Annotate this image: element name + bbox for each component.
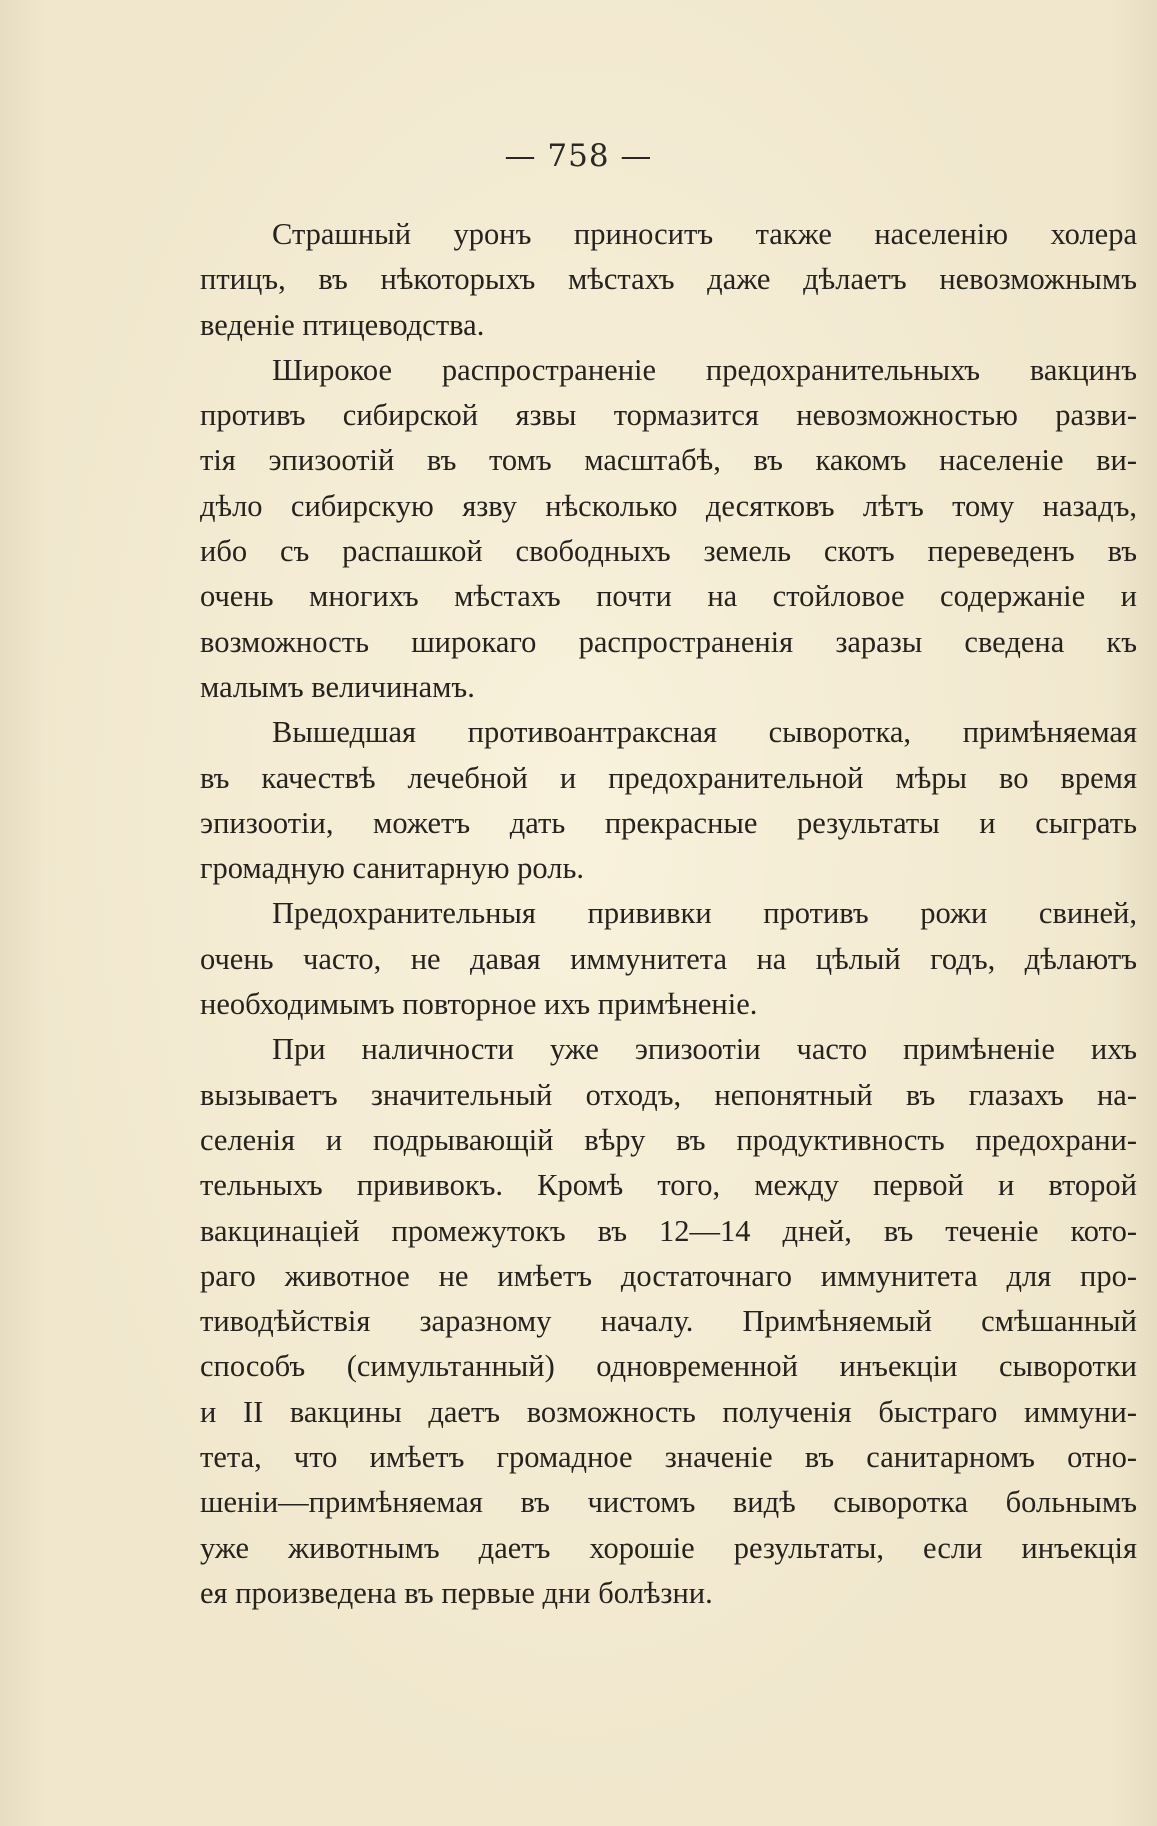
- text-line: Страшный уронъ приноситъ также населенію холера: [272, 217, 1137, 251]
- paragraph-2: [200, 348, 1137, 710]
- text-line: селенія и подрывающій вѣру въ продуктивность предохрани-: [200, 1122, 1137, 1157]
- text-line: раго животное не имѣетъ достаточнаго иммунитета для про-: [200, 1258, 1137, 1293]
- text-line: ея произведена въ первые дни болѣзни.: [200, 1575, 713, 1610]
- text-line: Предохранительныя прививки противъ рожи свиней,: [272, 896, 1137, 931]
- text-line: дѣло сибирскую язву нѣсколько десятковъ лѣтъ тому назадъ,: [200, 488, 1137, 523]
- paragraph-3: [200, 710, 1137, 891]
- paragraph-1: [200, 212, 1137, 348]
- text-line: вызываетъ значительный отходъ, непонятный въ глазахъ на-: [200, 1077, 1137, 1112]
- text-line: веденіе птицеводства.: [200, 307, 485, 342]
- text-line: и II вакцины даетъ возможность полученія быстраго иммуни-: [200, 1394, 1137, 1429]
- text-line: въ качествѣ лечебной и предохранительной мѣры во время: [200, 760, 1137, 795]
- text-line: малымъ величинамъ.: [200, 669, 475, 704]
- text-line: возможность широкаго распространенія заразы сведена къ: [200, 624, 1137, 659]
- text-line: очень многихъ мѣстахъ почти на стойловое содержаніе и: [200, 579, 1137, 614]
- text-line: ибо съ распашкой свободныхъ земель скотъ переведенъ въ: [200, 534, 1137, 569]
- text-line: громадную санитарную роль.: [200, 851, 584, 886]
- text-line: Широкое распространеніе предохранительныхъ вакцинъ: [272, 352, 1137, 387]
- text-line: тія эпизоотій въ томъ масштабѣ, въ какомъ населеніе ви-: [200, 443, 1137, 478]
- text-line: эпизоотіи, можетъ дать прекрасные результаты и сыграть: [200, 805, 1137, 840]
- paragraph-5: [200, 1027, 1137, 1616]
- page-number: — 758 —: [504, 138, 653, 174]
- text-line: необходимымъ повторное ихъ примѣненіе.: [200, 987, 758, 1022]
- text-line: способъ (симультанный) одновременной инъекціи сыворотки: [200, 1349, 1137, 1384]
- text-line: При наличности уже эпизоотіи часто примѣненіе ихъ: [272, 1032, 1137, 1067]
- text-line: тета, что имѣетъ громадное значеніе въ санитарномъ отно-: [200, 1440, 1137, 1475]
- text-line: противъ сибирской язвы тормазится невозможностью разви-: [200, 398, 1137, 433]
- text-line: вакцинаціей промежутокъ въ 12—14 дней, въ теченіе кото-: [200, 1213, 1137, 1248]
- text-line: тельныхъ прививокъ. Кромѣ того, между первой и второй: [200, 1168, 1137, 1203]
- text-line: Вышедшая противоантраксная сыворотка, примѣняемая: [272, 715, 1137, 750]
- text-line: очень часто, не давая иммунитета на цѣлый годъ, дѣлаютъ: [200, 941, 1137, 976]
- paragraph-4: [200, 891, 1137, 1027]
- text-body: [200, 212, 1137, 1616]
- text-line: уже животнымъ даетъ хорошіе результаты, если инъекція: [200, 1530, 1137, 1565]
- text-line: тиводѣйствія заразному началу. Примѣняемый смѣшанный: [200, 1304, 1137, 1339]
- text-line: шеніи—примѣняемая въ чистомъ видѣ сыворотка больнымъ: [200, 1485, 1137, 1520]
- text-line: птицъ, въ нѣкоторыхъ мѣстахъ даже дѣлаетъ невозможнымъ: [200, 262, 1137, 297]
